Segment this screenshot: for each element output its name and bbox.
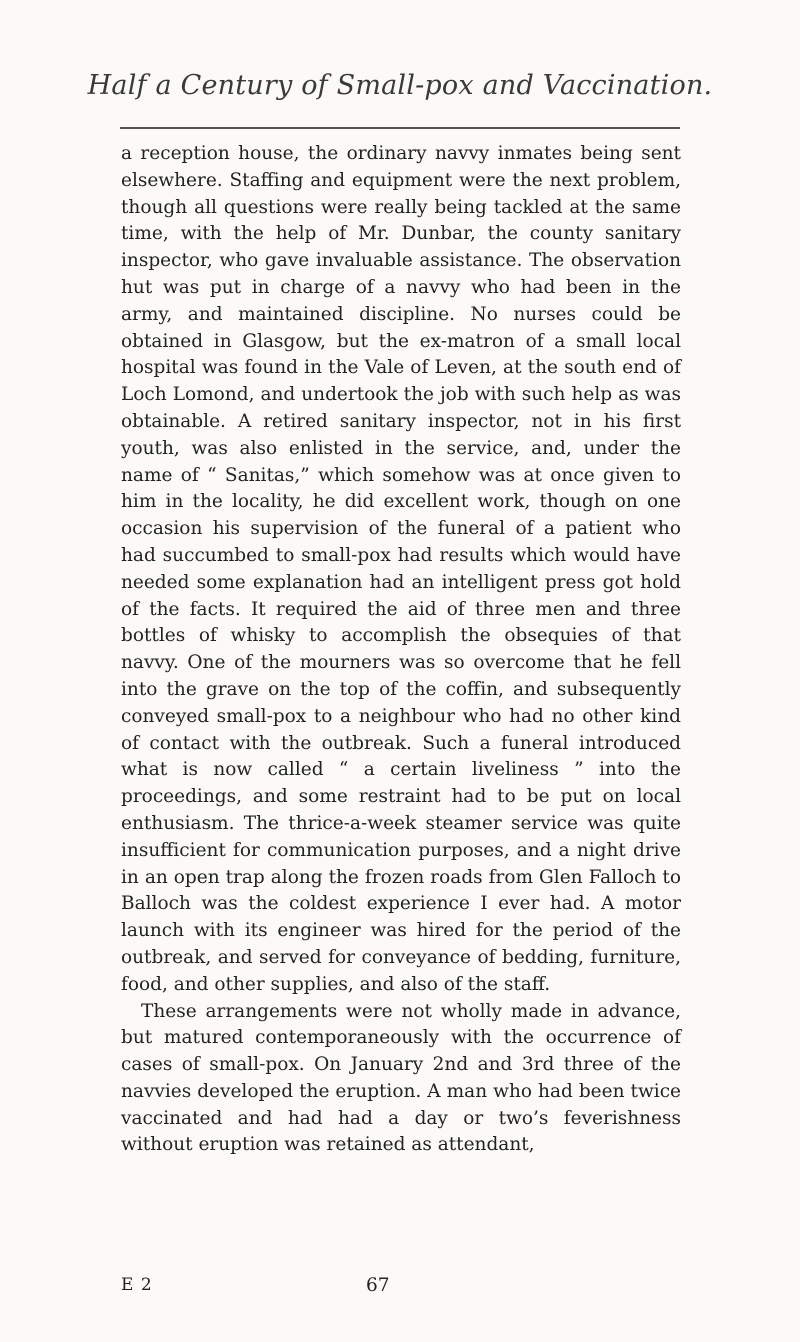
paragraph-2: These arrangements were not wholly made in advance, but matured contemporaneously with the occurrence of cases of small-pox. On January 2nd and 3rd three of the navvies developed the eruption. A man who had been twice vaccinated and had had a day or two’s feverishness without eruption was retained as attendant, (121, 1000, 681, 1156)
page-footer (121, 1275, 681, 1303)
signature-mark: E 2 (121, 1275, 153, 1295)
header-rule (120, 127, 680, 129)
page-number: 67 (366, 1275, 390, 1296)
paragraph-1: a reception house, the ordinary navvy inmates being sent elsewhere. Staffing and equipment were the next problem, though all questions were really being tackled at the same time, with the help of Mr. Dunbar, the county sanitary inspector, who gave invaluable assistance. The observation hut was put in charge of a navvy who had been in the army, and maintained discipline. No nurses could be obtained in Glasgow, but the ex-matron of a small local hospital was found in the Vale of Leven, at the south end of Loch Lomond, and undertook the job with such help as was obtainable. A retired sanitary inspector, not in his first youth, was also enlisted in the service, and, under the name of “ Sanitas,” which somehow was at once given to him in the locality, he did excellent work, though on one occasion his supervision of the funeral of a patient who had succumbed to small-pox had results which would have needed some explanation had an intelligent press got hold of the facts. It required the aid of three men and three bottles of whisky to accomplish the obsequies of that navvy. One of the mourners was so overcome that he fell into the grave on the top of the coffin, and subsequently conveyed small-pox to a neighbour who had no other kind of contact with the outbreak. Such a funeral introduced what is now called “ a certain liveliness ” into the proceedings, and some restraint had to be put on local enthusiasm. The thrice-a-week steamer service was quite insufficient for communication purposes, and a night drive in an open trap along the frozen roads from Glen Falloch to Balloch was the coldest experience I ever had. A motor launch with its engineer was hired for the period of the outbreak, and served for conveyance of bedding, furniture, food, and other supplies, and also of the staff. (121, 143, 681, 995)
body-text (121, 141, 681, 1159)
running-head-title: Half a Century of Small-pox and Vaccination. (87, 70, 713, 101)
